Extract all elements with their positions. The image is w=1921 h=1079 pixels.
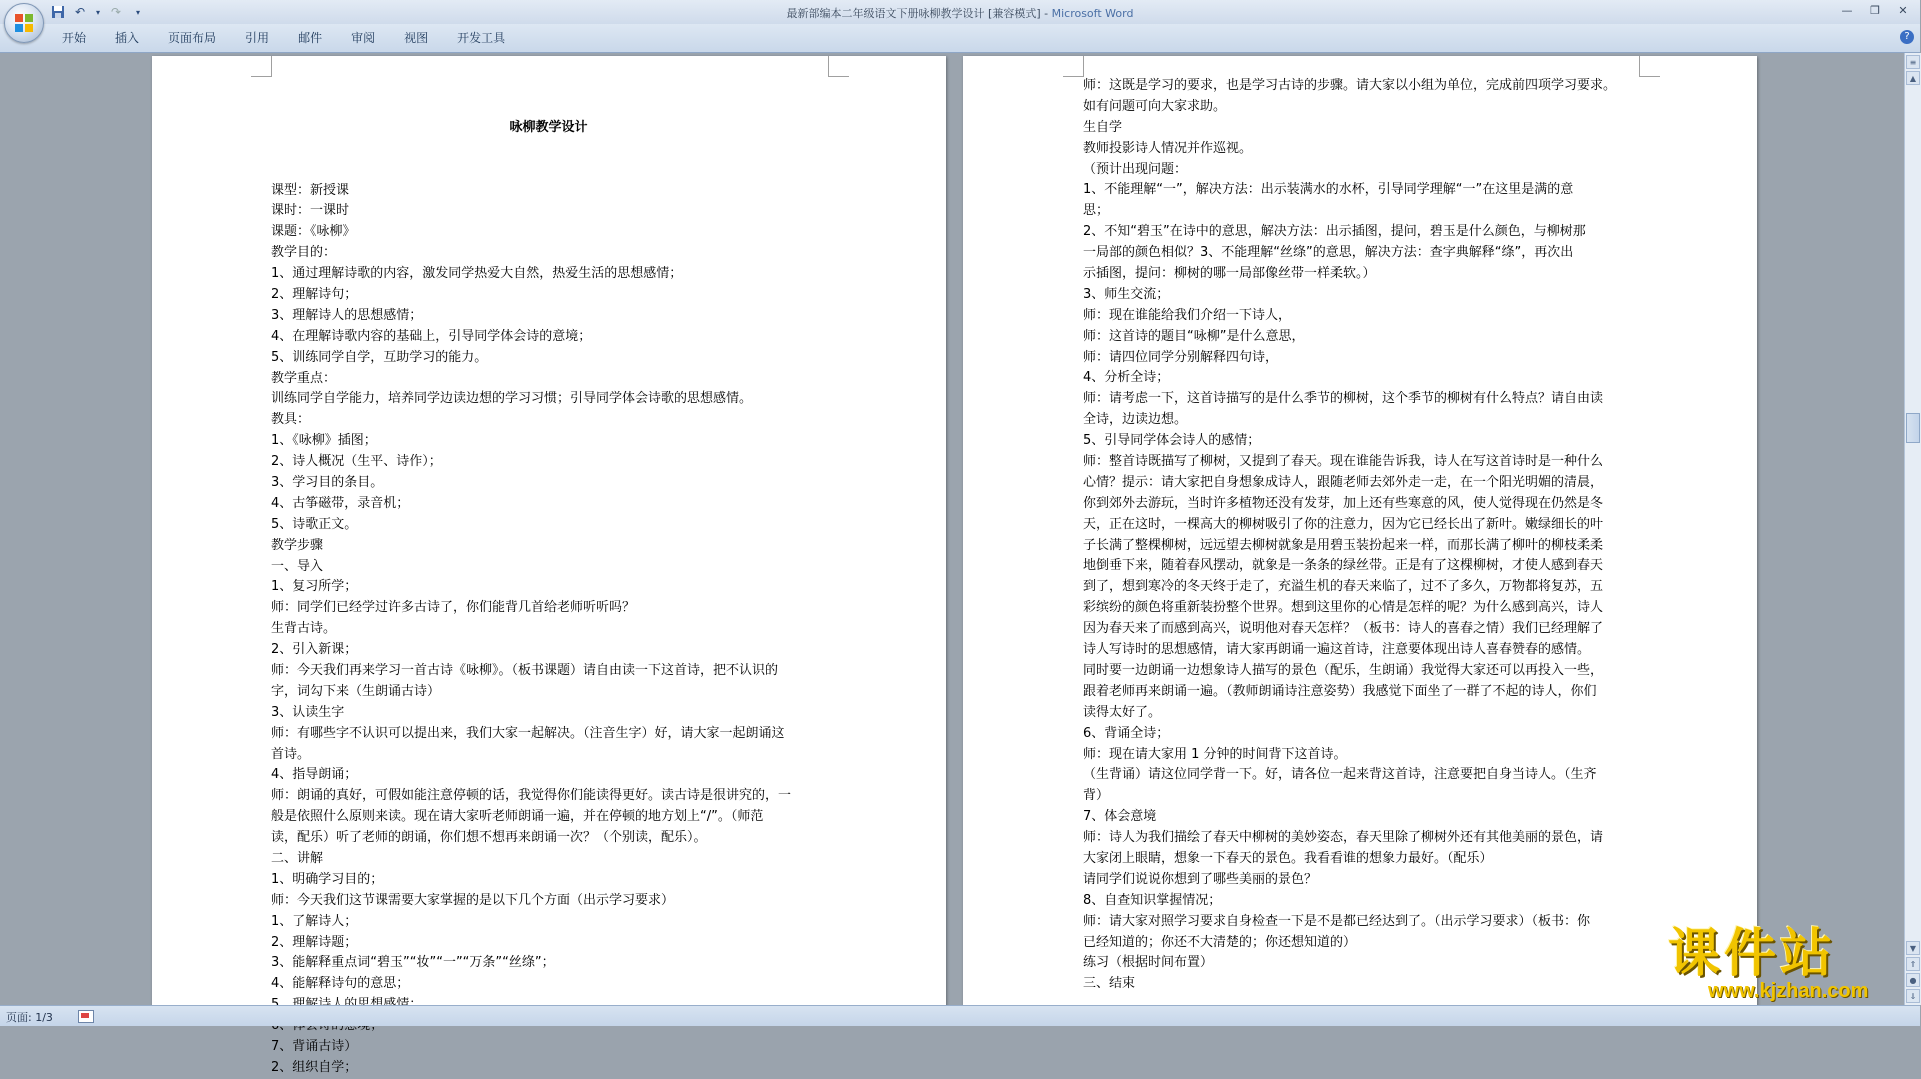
paragraph-line: 教学目的：: [271, 245, 337, 261]
paragraph-line: 背）: [1083, 788, 1110, 804]
paragraph-line: 1、复习所学；: [271, 579, 358, 595]
undo-dropdown-icon[interactable]: ▾: [95, 7, 100, 17]
window-controls: [1834, 2, 1916, 19]
paragraph-line: 3、理解诗人的思想感情；: [271, 307, 423, 323]
document-heading: 咏柳教学设计: [509, 119, 588, 135]
paragraph-line: 你到郊外去游玩，当时许多植物还没有发芽，加上还有些寒意的风，使人觉得现在仍然是冬: [1083, 495, 1604, 511]
scroll-down-icon[interactable]: ▼: [1906, 941, 1920, 955]
paragraph-line: 1、了解诗人；: [271, 913, 358, 929]
paragraph-line: 师：现在谁能给我们介绍一下诗人，: [1083, 307, 1292, 323]
paragraph-line: 4、分析全诗；: [1083, 370, 1170, 386]
paragraph-line: 1、《咏柳》插图；: [271, 433, 377, 449]
status-bar: [0, 1005, 1920, 1026]
paragraph-line: 训练同学自学能力，培养同学边读边想的学习习惯；引导同学体会诗歌的思想感情。: [271, 391, 753, 407]
paragraph-line: 同时要一边朗诵一边想象诗人描写的景色（配乐，生朗诵）我觉得大家还可以再投入一些，: [1083, 662, 1604, 678]
paragraph-line: 3、学习目的条目。: [271, 474, 384, 490]
tab-mailings[interactable]: 邮件: [298, 31, 323, 45]
paragraph-line: 师：请大家对照学习要求自身检查一下是不是都已经达到了。（出示学习要求）（板书：你: [1083, 913, 1591, 929]
office-button[interactable]: [4, 3, 44, 43]
paragraph-line: 师：朗诵的真好，可假如能注意停顿的话，我觉得你们能读得更好。读古诗是很讲究的，一: [271, 788, 792, 804]
ribbon: [0, 24, 1920, 53]
watermark-text: 课件站: [1668, 924, 1837, 984]
office-logo-icon: [14, 13, 34, 33]
watermark-logo: [1668, 924, 1900, 1008]
watermark-url: www.kjzhan.com: [1708, 980, 1869, 1002]
paragraph-line: 师：请考虑一下，这首诗描写的是什么季节的柳树，这个季节的柳树有什么特点？请自由读: [1083, 391, 1604, 407]
paragraph-line: 大家闭上眼睛，想象一下春天的景色。我看看谁的想象力最好。（配乐）: [1083, 850, 1493, 866]
paragraph-line: 示插图，提问：柳树的哪一局部像丝带一样柔软。）: [1083, 266, 1376, 282]
paragraph-line: 教师投影诗人情况并作巡视。: [1083, 140, 1253, 156]
paragraph-line: 读，配乐）听了老师的朗诵，你们想不想再来朗诵一次？（个别读，配乐）。: [271, 830, 707, 846]
paragraph-line: 5、训练同学自学，互助学习的能力。: [271, 349, 488, 365]
paragraph-line: 课题：《咏柳》: [271, 224, 356, 240]
paragraph-line: 5、引导同学体会诗人的感情；: [1083, 433, 1261, 449]
title-bar: [0, 0, 1920, 24]
paragraph-line: 4、在理解诗歌内容的基础上，引导同学体会诗的意境；: [271, 328, 592, 344]
ribbon-tabs: [50, 30, 522, 46]
paragraph-line: 思；: [1083, 203, 1110, 219]
paragraph-line: 首诗。: [271, 746, 311, 762]
tab-review[interactable]: 审阅: [351, 31, 376, 45]
document-page-1[interactable]: [152, 56, 946, 1075]
browse-object-icon[interactable]: ●: [1906, 973, 1920, 987]
tab-developer[interactable]: 开发工具: [457, 31, 506, 45]
help-icon[interactable]: ?: [1900, 30, 1914, 44]
paragraph-line: 全诗，边读边想。: [1083, 412, 1188, 428]
vertical-scrollbar[interactable]: [1904, 53, 1921, 1005]
tab-page-layout[interactable]: 页面布局: [168, 31, 217, 45]
paragraph-line: 师：整首诗既描写了柳树，又提到了春天。现在谁能告诉我，诗人在写这首诗时是一种什么: [1083, 454, 1604, 470]
paragraph-line: 课时：一课时: [271, 203, 350, 219]
paragraph-line: 字，词勾下来（生朗诵古诗）: [271, 683, 441, 699]
redo-icon[interactable]: ↷: [110, 5, 122, 19]
tab-home[interactable]: 开始: [62, 31, 87, 45]
paragraph-line: 8、自查知识掌握情况；: [1083, 892, 1222, 908]
crop-mark: [828, 56, 849, 77]
paragraph-line: 教学步骤: [271, 537, 324, 553]
paragraph-line: 师：这既是学习的要求，也是学习古诗的步骤。请大家以小组为单位，完成前四项学习要求。: [1083, 78, 1617, 93]
customize-qat-icon[interactable]: ▾: [135, 7, 140, 17]
tab-view[interactable]: 视图: [404, 31, 429, 45]
scrollbar-thumb[interactable]: [1906, 413, 1920, 443]
tab-insert[interactable]: 插入: [115, 31, 140, 45]
paragraph-line: 2、诗人概况（生平、诗作）；: [271, 454, 442, 470]
document-page-2[interactable]: [963, 56, 1757, 1016]
paragraph-line: 3、师生交流；: [1083, 286, 1170, 302]
paragraph-line: 2、理解诗句；: [271, 286, 358, 302]
paragraph-line: 般是依照什么原则来读。现在请大家听老师朗诵一遍，并在停顿的地方划上“/”。（师范: [271, 809, 764, 825]
paragraph-line: 诗人写诗时的思想感情，请大家再朗诵一遍这首诗，注意要体现出诗人喜春赞春的感情。: [1083, 642, 1591, 658]
paragraph-line: 课型：新授课: [271, 182, 350, 198]
paragraph-line: 师：同学们已经学过许多古诗了，你们能背几首给老师听听吗？: [271, 600, 636, 616]
paragraph-line: 心情？提示：请大家把自身想象成诗人，跟随老师去郊外走一走，在一个阳光明媚的清晨，: [1083, 474, 1604, 490]
paragraph-line: 师：今天我们这节课需要大家掌握的是以下几个方面（出示学习要求）: [271, 892, 675, 908]
paragraph-line: 4、指导朗诵；: [271, 767, 358, 783]
app-name: Microsoft Word: [1051, 7, 1134, 20]
paragraph-line: 地倒垂下来，随着春风摆动，就象是一条条的绿丝带。正是有了这棵柳树，才使人感到春天: [1083, 558, 1604, 574]
paragraph-line: 跟着老师再来朗诵一遍。（教师朗诵诗注意姿势）我感觉下面坐了一群了不起的诗人，你们: [1083, 683, 1597, 699]
paragraph-line: 师：请四位同学分别解释四句诗，: [1083, 349, 1279, 365]
paragraph-line: 2、引入新课；: [271, 642, 358, 658]
paragraph-line: 读得太好了。: [1083, 704, 1162, 720]
paragraph-line: 2、不知“碧玉”在诗中的意思，解决方法：出示插图，提问，碧玉是什么颜色，与柳树那: [1083, 224, 1586, 240]
paragraph-line: 一、导入: [271, 558, 324, 574]
paragraph-line: 师：这首诗的题目“咏柳”是什么意思，: [1083, 328, 1305, 344]
paragraph-line: 7、背诵古诗）: [271, 1039, 358, 1055]
paragraph-line: 师：现在请大家用 1 分钟的时间背下这首诗。: [1083, 746, 1347, 762]
proofing-icon[interactable]: [78, 1010, 94, 1023]
paragraph-line: 2、理解诗题；: [271, 934, 358, 950]
paragraph-line: 生自学: [1083, 119, 1123, 135]
ruler-toggle-icon[interactable]: ≡: [1906, 55, 1920, 69]
scroll-up-icon[interactable]: ▲: [1906, 71, 1920, 85]
paragraph-line: 教学重点：: [271, 370, 337, 386]
paragraph-line: 已经知道的；你还不大清楚的；你还想知道的）: [1083, 934, 1357, 950]
restore-icon[interactable]: ❐: [1870, 4, 1880, 17]
paragraph-line: 3、能解释重点词“碧玉”“妆”“一”“万条”“丝绦”；: [271, 955, 555, 971]
page-1-text: [271, 76, 826, 1079]
paragraph-line: 1、通过理解诗歌的内容，激发同学热爱大自然，热爱生活的思想感情；: [271, 266, 683, 282]
paragraph-line: 师：有哪些字不认识可以提出来，我们大家一起解决。（注音生字）好，请大家一起朗诵这: [271, 725, 785, 741]
window-title: [0, 5, 1920, 21]
paragraph-line: 因为春天来了而感到高兴，说明他对春天怎样？（板书：诗人的喜春之情）我们已经理解了: [1083, 621, 1604, 637]
paragraph-line: 3、认读生字: [271, 704, 345, 720]
previous-page-icon[interactable]: ⇑: [1906, 957, 1920, 971]
crop-mark: [251, 56, 272, 77]
paragraph-line: （生背诵）请这位同学背一下。好，请各位一起来背这首诗，注意要把自身当诗人。（生齐: [1083, 767, 1597, 783]
minimize-icon[interactable]: —: [1841, 4, 1853, 17]
paragraph-line: 练习（根据时间布置）: [1083, 955, 1214, 971]
paragraph-line: 二、讲解: [271, 851, 324, 867]
paragraph-line: 教具：: [271, 412, 311, 428]
paragraph-line: （预计出现问题：: [1083, 161, 1188, 177]
paragraph-line: 6、背诵全诗；: [1083, 725, 1170, 741]
paragraph-line: 5、诗歌正文。: [271, 516, 358, 532]
paragraph-line: 7、体会意境: [1083, 809, 1157, 825]
paragraph-line: 1、明确学习目的；: [271, 871, 384, 887]
paragraph-line: 一局部的颜色相似？3、不能理解“丝绦”的意思，解决方法：查字典解释“绦”，再次出: [1083, 245, 1574, 261]
paragraph-line: 师：诗人为我们描绘了春天中柳树的美妙姿态，春天里除了柳树外还有其他美丽的景色，请: [1083, 830, 1604, 846]
paragraph-line: 到了，想到寒冷的冬天终于走了，充溢生机的春天来临了，过不了多久，万物都将复苏，五: [1083, 579, 1604, 595]
paragraph-line: 生背古诗。: [271, 621, 337, 637]
paragraph-line: 请同学们说说你想到了哪些美丽的景色？: [1083, 871, 1318, 887]
paragraph-line: 三、结束: [1083, 976, 1136, 992]
paragraph-line: 如有问题可向大家求助。: [1083, 98, 1227, 114]
undo-icon[interactable]: ↶: [74, 5, 86, 19]
crop-mark: [1063, 56, 1084, 77]
paragraph-line: 4、古筝磁带，录音机；: [271, 495, 410, 511]
crop-mark: [1639, 56, 1660, 77]
close-icon[interactable]: ✕: [1898, 4, 1908, 17]
paragraph-line: 师：今天我们再来学习一首古诗《咏柳》。（板书课题）请自由读一下这首诗，把不认识的: [271, 663, 779, 678]
page-2-text: [1083, 76, 1639, 995]
paragraph-line: 4、能解释诗句的意思；: [271, 976, 410, 992]
paragraph-line: 天，正在这时，一棵高大的柳树吸引了你的注意力，因为它已经长出了新叶。嫩绿细长的叶: [1083, 516, 1604, 532]
paragraph-line: 子长满了整棵柳树，远远望去柳树就象是用碧玉装扮起来一样，而那长满了柳叶的柳枝柔柔: [1083, 537, 1604, 553]
tab-references[interactable]: 引用: [245, 31, 270, 45]
paragraph-line: 1、不能理解“一”，解决方法：出示装满水的水杯，引导同学理解“一”在这里是满的意: [1083, 182, 1574, 198]
page-count[interactable]: 页面: 1/3: [6, 1011, 53, 1024]
next-page-icon[interactable]: ⇓: [1906, 989, 1920, 1003]
document-title: 最新部编本二年级语文下册咏柳教学设计 [兼容模式] -: [786, 7, 1052, 20]
paragraph-line: 彩缤纷的颜色将重新装扮整个世界。想到这里你的心情是怎样的呢？为什么感到高兴，诗人: [1083, 600, 1604, 616]
paragraph-line: 2、组织自学；: [271, 1059, 358, 1075]
